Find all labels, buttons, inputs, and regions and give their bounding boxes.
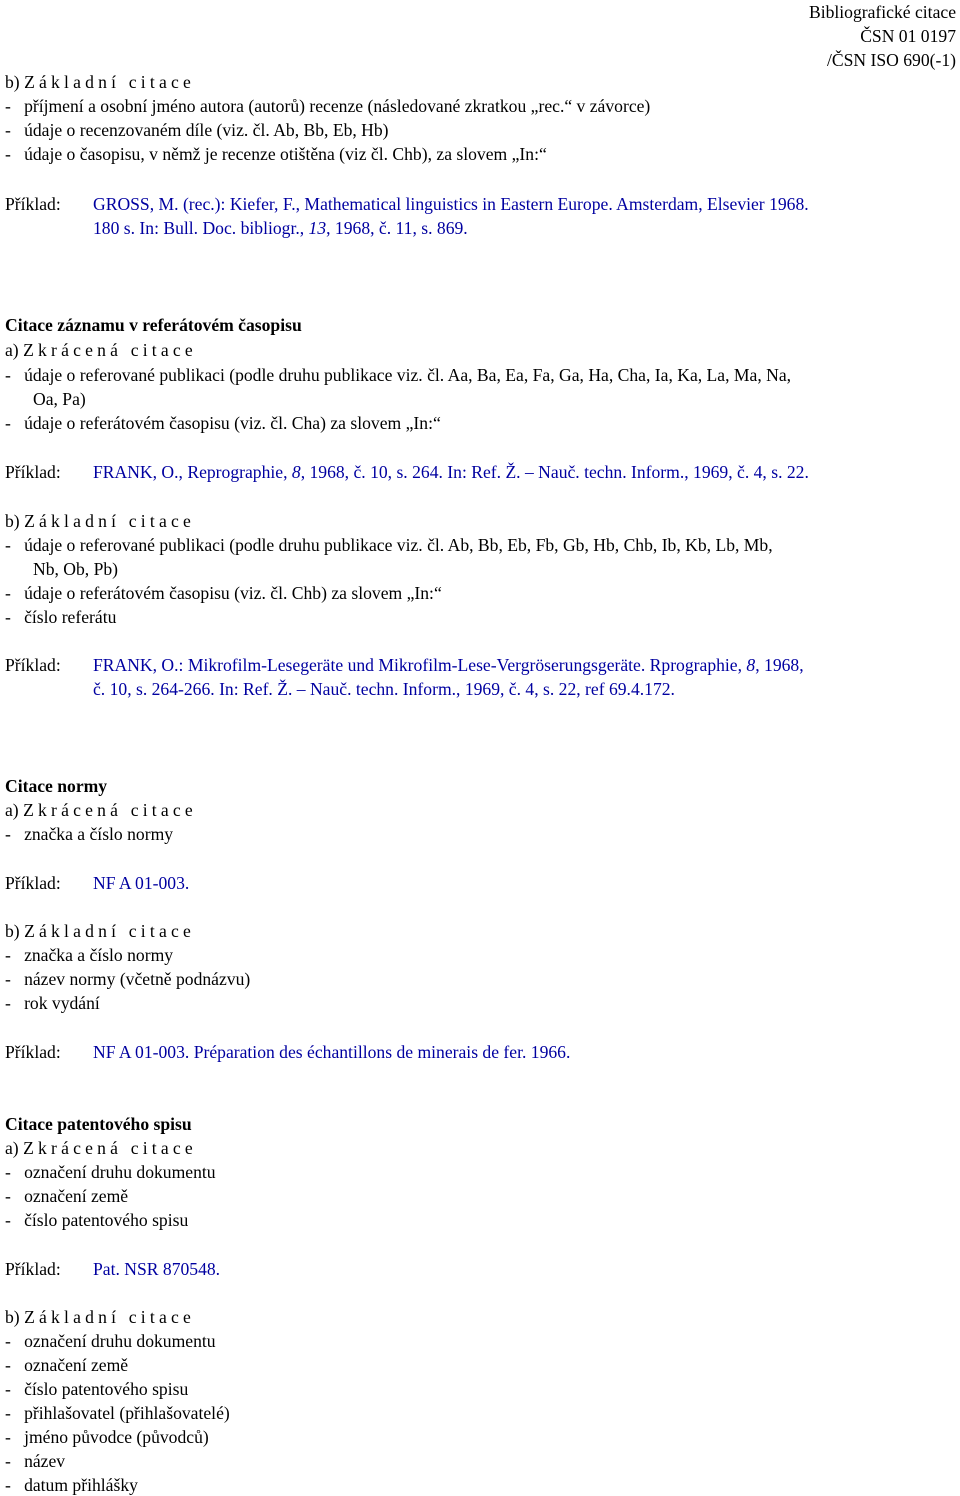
list-item: - označení země — [5, 1186, 129, 1206]
norma-basic-heading: b) Základní citace — [5, 921, 196, 941]
list-item: - číslo patentového spisu — [5, 1210, 189, 1230]
list-item-continuation: Oa, Pa) — [33, 389, 86, 409]
page-header — [809, 0, 956, 72]
referat-section-title: Citace záznamu v referátovém časopisu — [5, 315, 302, 335]
list-item: - příjmení a osobní jméno autora (autorů) recenze (následované zkratkou „rec.“ v závorce) — [5, 96, 651, 116]
referat-short-example: FRANK, O., Reprographie, 8, 1968, č. 10, s. 264. In: Ref. Ž. – Nauč. techn. Inform., 1969, č. 4, s. 22. — [93, 462, 809, 482]
example-label: Příklad: — [5, 462, 61, 482]
referat-basic-example-line2: č. 10, s. 264-266. In: Ref. Ž. – Nauč. techn. Inform., 1969, č. 4, s. 22, ref 69.4.172. — [93, 679, 675, 699]
list-item: - název normy (včetně podnázvu) — [5, 969, 251, 989]
list-item: - údaje o referované publikaci (podle druhu publikace viz. čl. Ab, Bb, Eb, Fb, Gb, Hb, Chb, Ib, Kb, Lb, Mb, — [5, 535, 773, 555]
example-label: Příklad: — [5, 194, 61, 214]
patent-short-heading: a) Zkrácená citace — [5, 1138, 197, 1158]
norma-short-heading: a) Zkrácená citace — [5, 800, 197, 820]
list-item: - značka a číslo normy — [5, 824, 174, 844]
list-item: - označení druhu dokumentu — [5, 1331, 216, 1351]
header-standard: ČSN 01 0197 — [860, 26, 956, 46]
example-label: Příklad: — [5, 873, 61, 893]
list-item-continuation: Nb, Ob, Pb) — [33, 559, 119, 579]
header-iso-standard: /ČSN ISO 690(-1) — [826, 50, 956, 70]
header-title: Bibliografické citace — [808, 2, 956, 22]
list-item: - označení země — [5, 1355, 129, 1375]
list-item: - číslo referátu — [5, 607, 117, 627]
norma-basic-example: NF A 01-003. Préparation des échantillons de minerais de fer. 1966. — [93, 1042, 571, 1062]
list-item: - jméno původce (původců) — [5, 1427, 209, 1447]
recenze-example-line1: GROSS, M. (rec.): Kiefer, F., Mathematical linguistics in Eastern Europe. Amsterdam, Elsevier 1968. — [93, 194, 809, 214]
recenze-basic-heading: b) Základní citace — [5, 72, 196, 92]
referat-basic-heading: b) Základní citace — [5, 511, 196, 531]
list-item: - údaje o recenzovaném díle (viz. čl. Ab, Bb, Eb, Hb) — [5, 120, 389, 140]
referat-short-heading: a) Zkrácená citace — [5, 340, 197, 360]
list-item: - značka a číslo normy — [5, 945, 174, 965]
patent-short-example: Pat. NSR 870548. — [93, 1259, 221, 1279]
list-item: - údaje o časopisu, v němž je recenze otištěna (viz čl. Chb), za slovem „In:“ — [5, 144, 547, 164]
patent-basic-heading: b) Základní citace — [5, 1307, 196, 1327]
list-item: - datum přihlášky — [5, 1475, 138, 1495]
example-label: Příklad: — [5, 1259, 61, 1279]
norma-short-example: NF A 01-003. — [93, 873, 190, 893]
list-item: - označení druhu dokumentu — [5, 1162, 216, 1182]
list-item: - údaje o referované publikaci (podle druhu publikace viz. čl. Aa, Ba, Ea, Fa, Ga, Ha, Cha, Ia, Ka, La, Ma, Na, — [5, 365, 792, 385]
list-item: - název — [5, 1451, 66, 1471]
patent-section-title: Citace patentového spisu — [5, 1114, 192, 1134]
list-item: - číslo patentového spisu — [5, 1379, 189, 1399]
norma-section-title: Citace normy — [5, 776, 108, 796]
list-item: - údaje o referátovém časopisu (viz. čl. Chb) za slovem „In:“ — [5, 583, 442, 603]
list-item: - přihlašovatel (přihlašovatelé) — [5, 1403, 230, 1423]
list-item: - rok vydání — [5, 993, 100, 1013]
recenze-example-line2: 180 s. In: Bull. Doc. bibliogr., 13, 1968, č. 11, s. 869. — [93, 218, 468, 238]
example-label: Příklad: — [5, 1042, 61, 1062]
list-item: - údaje o referátovém časopisu (viz. čl. Cha) za slovem „In:“ — [5, 413, 441, 433]
example-label: Příklad: — [5, 655, 61, 675]
referat-basic-example-line1: FRANK, O.: Mikrofilm-Lesegeräte und Mikrofilm-Lese-Vergröserungsgeräte. Rprographie, 8, 1968, — [93, 655, 804, 675]
